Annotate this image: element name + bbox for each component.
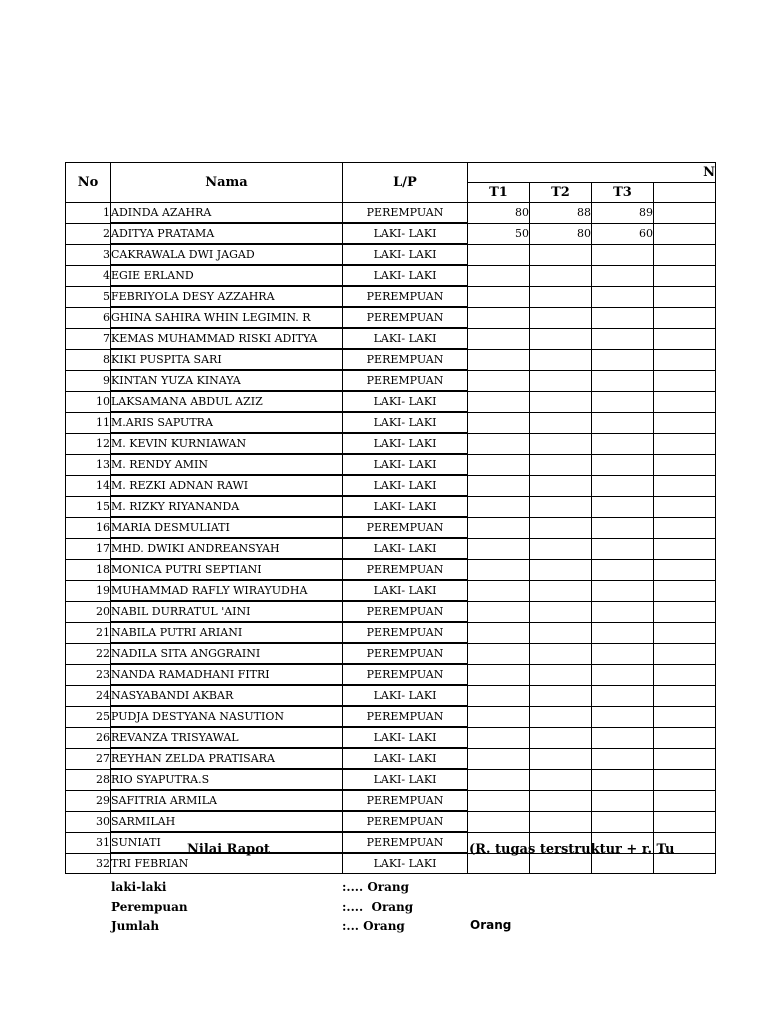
score-t2-cell[interactable] — [530, 496, 592, 517]
score-t1-cell[interactable] — [468, 328, 530, 349]
score-t2-cell[interactable] — [530, 601, 592, 622]
table-row — [66, 349, 716, 370]
gender-cell[interactable]: LAKI- LAKI — [343, 748, 468, 769]
score-t3-cell[interactable] — [592, 349, 654, 370]
student-name-cell[interactable]: RIO SYAPUTRA.S — [111, 769, 343, 790]
row-number-cell[interactable]: 7 — [66, 328, 111, 349]
score-t4-cell[interactable] — [654, 203, 716, 224]
gender-cell[interactable]: PEREMPUAN — [343, 664, 468, 685]
score-t4-cell[interactable] — [654, 391, 716, 412]
score-t1-cell[interactable] — [468, 349, 530, 370]
header-lp: L/P — [343, 163, 468, 203]
row-number-cell[interactable]: 22 — [66, 643, 111, 664]
score-t2-cell[interactable] — [530, 706, 592, 727]
row-number-cell[interactable]: 30 — [66, 811, 111, 832]
gender-cell[interactable]: LAKI- LAKI — [343, 433, 468, 454]
score-t2-cell[interactable] — [530, 307, 592, 328]
score-t1-cell[interactable] — [468, 370, 530, 391]
gender-cell[interactable]: LAKI- LAKI — [343, 538, 468, 559]
summary-laki-label: laki-laki — [111, 880, 167, 894]
score-t3-cell[interactable] — [592, 412, 654, 433]
table-row — [66, 790, 716, 811]
score-t3-cell[interactable] — [592, 286, 654, 307]
score-t4-cell[interactable] — [654, 559, 716, 580]
score-t3-cell[interactable] — [592, 727, 654, 748]
score-t3-cell[interactable] — [592, 643, 654, 664]
score-t3-cell[interactable] — [592, 685, 654, 706]
score-t4-cell[interactable] — [654, 370, 716, 391]
score-t2-cell[interactable] — [530, 454, 592, 475]
gender-cell[interactable]: PEREMPUAN — [343, 349, 468, 370]
score-t4-cell[interactable] — [654, 265, 716, 286]
header-nilai-group: N — [468, 163, 716, 183]
score-t4-cell[interactable] — [654, 244, 716, 265]
nilai-rapot-label: Nilai Rapot — [187, 842, 270, 857]
gender-cell[interactable]: PEREMPUAN — [343, 517, 468, 538]
formula-label: (R. tugas terstruktur + r. Tu — [469, 842, 675, 857]
student-name-cell[interactable]: NADILA SITA ANGGRAINI — [111, 643, 343, 664]
table-row — [66, 706, 716, 727]
score-t1-cell[interactable] — [468, 265, 530, 286]
gender-cell[interactable]: LAKI- LAKI — [343, 727, 468, 748]
table-row — [66, 748, 716, 769]
gender-cell[interactable]: LAKI- LAKI — [343, 412, 468, 433]
table-body — [66, 203, 716, 874]
score-t1-cell[interactable] — [468, 643, 530, 664]
score-t3-cell[interactable] — [592, 370, 654, 391]
student-name-cell[interactable]: M. RENDY AMIN — [111, 454, 343, 475]
student-name-cell[interactable]: KEMAS MUHAMMAD RISKI ADITYA — [111, 328, 343, 349]
score-t1-cell[interactable]: 80 — [468, 203, 530, 224]
summary-jumlah-label: Jumlah — [111, 919, 160, 933]
table-row — [66, 538, 716, 559]
score-t4-cell[interactable] — [654, 622, 716, 643]
gender-cell[interactable]: PEREMPUAN — [343, 370, 468, 391]
student-name-cell[interactable]: SUNIATI — [111, 832, 343, 853]
table-row — [66, 727, 716, 748]
score-t2-cell[interactable] — [530, 580, 592, 601]
student-name-cell[interactable]: REYHAN ZELDA PRATISARA — [111, 748, 343, 769]
row-number-cell[interactable]: 26 — [66, 727, 111, 748]
row-number-cell[interactable]: 16 — [66, 517, 111, 538]
score-t2-cell[interactable] — [530, 244, 592, 265]
score-t2-cell[interactable] — [530, 286, 592, 307]
row-number-cell[interactable]: 6 — [66, 307, 111, 328]
row-number-cell[interactable]: 20 — [66, 601, 111, 622]
student-name-cell[interactable]: SARMILAH — [111, 811, 343, 832]
score-t4-cell[interactable] — [654, 286, 716, 307]
score-t1-cell[interactable] — [468, 286, 530, 307]
table-row — [66, 265, 716, 286]
gender-cell[interactable]: LAKI- LAKI — [343, 391, 468, 412]
score-t1-cell[interactable] — [468, 580, 530, 601]
row-number-cell[interactable]: 5 — [66, 286, 111, 307]
table-row — [66, 433, 716, 454]
score-t1-cell[interactable] — [468, 496, 530, 517]
row-number-cell[interactable]: 15 — [66, 496, 111, 517]
student-name-cell[interactable]: LAKSAMANA ABDUL AZIZ — [111, 391, 343, 412]
student-name-cell[interactable]: SAFITRIA ARMILA — [111, 790, 343, 811]
score-t1-cell[interactable] — [468, 727, 530, 748]
score-t1-cell[interactable] — [468, 685, 530, 706]
header-t3: T3 — [592, 183, 654, 203]
score-t3-cell[interactable] — [592, 706, 654, 727]
score-t4-cell[interactable] — [654, 769, 716, 790]
gender-cell[interactable]: PEREMPUAN — [343, 622, 468, 643]
row-number-cell[interactable]: 18 — [66, 559, 111, 580]
student-name-cell[interactable]: TRI FEBRIAN — [111, 853, 343, 874]
student-name-cell[interactable]: PUDJA DESTYANA NASUTION — [111, 706, 343, 727]
score-t2-cell[interactable] — [530, 643, 592, 664]
header-no: No — [66, 163, 111, 203]
gender-cell[interactable]: LAKI- LAKI — [343, 244, 468, 265]
table-row — [66, 244, 716, 265]
gender-cell[interactable]: PEREMPUAN — [343, 643, 468, 664]
row-number-cell[interactable]: 31 — [66, 832, 111, 853]
table-row — [66, 517, 716, 538]
score-t2-cell[interactable] — [530, 622, 592, 643]
row-number-cell[interactable]: 13 — [66, 454, 111, 475]
gender-cell[interactable]: LAKI- LAKI — [343, 475, 468, 496]
score-t4-cell[interactable] — [654, 412, 716, 433]
student-name-cell[interactable]: KINTAN YUZA KINAYA — [111, 370, 343, 391]
gender-cell[interactable]: LAKI- LAKI — [343, 685, 468, 706]
score-t4-cell[interactable] — [654, 454, 716, 475]
gender-cell[interactable]: LAKI- LAKI — [343, 580, 468, 601]
table-row — [66, 307, 716, 328]
row-number-cell[interactable]: 1 — [66, 203, 111, 224]
row-number-cell[interactable]: 4 — [66, 265, 111, 286]
row-number-cell[interactable]: 2 — [66, 223, 111, 244]
score-t2-cell[interactable] — [530, 265, 592, 286]
table-row — [66, 685, 716, 706]
score-t2-cell[interactable] — [530, 391, 592, 412]
score-t1-cell[interactable] — [468, 433, 530, 454]
score-t4-cell[interactable] — [654, 685, 716, 706]
score-t1-cell[interactable] — [468, 769, 530, 790]
score-t3-cell[interactable] — [592, 517, 654, 538]
row-number-cell[interactable]: 14 — [66, 475, 111, 496]
score-t1-cell[interactable] — [468, 475, 530, 496]
score-t1-cell[interactable] — [468, 748, 530, 769]
score-t1-cell[interactable] — [468, 244, 530, 265]
table-row — [66, 370, 716, 391]
score-t2-cell[interactable] — [530, 769, 592, 790]
row-number-cell[interactable]: 12 — [66, 433, 111, 454]
score-t2-cell[interactable] — [530, 517, 592, 538]
score-t1-cell[interactable] — [468, 559, 530, 580]
score-t3-cell[interactable] — [592, 307, 654, 328]
header-t4 — [654, 183, 716, 203]
student-name-cell[interactable]: NASYABANDI AKBAR — [111, 685, 343, 706]
table-row — [66, 391, 716, 412]
score-t4-cell[interactable] — [654, 580, 716, 601]
table-row — [66, 622, 716, 643]
gender-cell[interactable]: PEREMPUAN — [343, 601, 468, 622]
score-t1-cell[interactable] — [468, 622, 530, 643]
student-name-cell[interactable]: MUHAMMAD RAFLY WIRAYUDHA — [111, 580, 343, 601]
table-row — [66, 475, 716, 496]
score-t4-cell[interactable] — [654, 475, 716, 496]
row-number-cell[interactable]: 29 — [66, 790, 111, 811]
table-row — [66, 328, 716, 349]
table-row — [66, 203, 716, 224]
score-t2-cell[interactable] — [530, 685, 592, 706]
score-t4-cell[interactable] — [654, 349, 716, 370]
score-t1-cell[interactable] — [468, 412, 530, 433]
table-row — [66, 454, 716, 475]
score-t4-cell[interactable] — [654, 601, 716, 622]
row-number-cell[interactable]: 10 — [66, 391, 111, 412]
score-t1-cell[interactable] — [468, 601, 530, 622]
score-t4-cell[interactable] — [654, 664, 716, 685]
header-nama: Nama — [111, 163, 343, 203]
score-t3-cell[interactable]: 89 — [592, 203, 654, 224]
score-t3-cell[interactable] — [592, 475, 654, 496]
score-t2-cell[interactable] — [530, 790, 592, 811]
score-t2-cell[interactable] — [530, 727, 592, 748]
gender-cell[interactable]: LAKI- LAKI — [343, 223, 468, 244]
gender-cell[interactable]: PEREMPUAN — [343, 811, 468, 832]
student-name-cell[interactable]: EGIE ERLAND — [111, 265, 343, 286]
table-row — [66, 559, 716, 580]
gender-cell[interactable]: PEREMPUAN — [343, 790, 468, 811]
score-t1-cell[interactable] — [468, 790, 530, 811]
row-number-cell[interactable]: 8 — [66, 349, 111, 370]
student-name-cell[interactable]: NANDA RAMADHANI FITRI — [111, 664, 343, 685]
score-t1-cell[interactable] — [468, 706, 530, 727]
score-t4-cell[interactable] — [654, 433, 716, 454]
score-t2-cell[interactable] — [530, 412, 592, 433]
student-name-cell[interactable]: MARIA DESMULIATI — [111, 517, 343, 538]
row-number-cell[interactable]: 11 — [66, 412, 111, 433]
score-t2-cell[interactable]: 80 — [530, 223, 592, 244]
table-row — [66, 286, 716, 307]
score-t4-cell[interactable] — [654, 706, 716, 727]
score-t2-cell[interactable]: 88 — [530, 203, 592, 224]
score-t4-cell[interactable] — [654, 223, 716, 244]
table-row — [66, 580, 716, 601]
row-number-cell[interactable]: 3 — [66, 244, 111, 265]
row-number-cell[interactable]: 21 — [66, 622, 111, 643]
score-t4-cell[interactable] — [654, 811, 716, 832]
table-row — [66, 643, 716, 664]
gender-cell[interactable]: PEREMPUAN — [343, 307, 468, 328]
score-t1-cell[interactable] — [468, 664, 530, 685]
score-t1-cell[interactable] — [468, 517, 530, 538]
row-number-cell[interactable]: 19 — [66, 580, 111, 601]
student-name-cell[interactable]: REVANZA TRISYAWAL — [111, 727, 343, 748]
score-t4-cell[interactable] — [654, 328, 716, 349]
student-name-cell[interactable]: M. RIZKY RIYANANDA — [111, 496, 343, 517]
score-t3-cell[interactable] — [592, 538, 654, 559]
score-t2-cell[interactable] — [530, 559, 592, 580]
student-name-cell[interactable]: M.ARIS SAPUTRA — [111, 412, 343, 433]
gender-cell[interactable]: LAKI- LAKI — [343, 769, 468, 790]
gender-cell[interactable]: LAKI- LAKI — [343, 496, 468, 517]
row-number-cell[interactable]: 23 — [66, 664, 111, 685]
score-t3-cell[interactable] — [592, 391, 654, 412]
score-t3-cell[interactable] — [592, 328, 654, 349]
score-t2-cell[interactable] — [530, 433, 592, 454]
gender-cell[interactable]: PEREMPUAN — [343, 559, 468, 580]
student-name-cell[interactable]: FEBRIYOLA DESY AZZAHRA — [111, 286, 343, 307]
score-t2-cell[interactable] — [530, 349, 592, 370]
row-number-cell[interactable]: 27 — [66, 748, 111, 769]
student-name-cell[interactable]: MHD. DWIKI ANDREANSYAH — [111, 538, 343, 559]
student-name-cell[interactable]: ADITYA PRATAMA — [111, 223, 343, 244]
score-t1-cell[interactable] — [468, 538, 530, 559]
student-name-cell[interactable]: CAKRAWALA DWI JAGAD — [111, 244, 343, 265]
score-t1-cell[interactable] — [468, 811, 530, 832]
score-t3-cell[interactable]: 60 — [592, 223, 654, 244]
row-number-cell[interactable]: 28 — [66, 769, 111, 790]
table-row — [66, 223, 716, 244]
student-name-cell[interactable]: M. KEVIN KURNIAWAN — [111, 433, 343, 454]
score-t3-cell[interactable] — [592, 601, 654, 622]
score-t4-cell[interactable] — [654, 643, 716, 664]
score-t2-cell[interactable] — [530, 664, 592, 685]
student-name-cell[interactable]: NABILA PUTRI ARIANI — [111, 622, 343, 643]
table-row — [66, 769, 716, 790]
score-t1-cell[interactable]: 50 — [468, 223, 530, 244]
score-t3-cell[interactable] — [592, 496, 654, 517]
score-t3-cell[interactable] — [592, 580, 654, 601]
student-grade-table — [65, 162, 716, 874]
score-t3-cell[interactable] — [592, 265, 654, 286]
score-t1-cell[interactable] — [468, 454, 530, 475]
score-t4-cell[interactable] — [654, 538, 716, 559]
score-t3-cell[interactable] — [592, 622, 654, 643]
gender-cell[interactable]: LAKI- LAKI — [343, 265, 468, 286]
score-t4-cell[interactable] — [654, 496, 716, 517]
row-number-cell[interactable]: 32 — [66, 853, 111, 874]
table-row — [66, 496, 716, 517]
row-number-cell[interactable]: 24 — [66, 685, 111, 706]
summary-laki-value: :.... Orang — [342, 880, 409, 894]
gender-cell[interactable]: PEREMPUAN — [343, 832, 468, 853]
summary-perempuan-label: Perempuan — [111, 900, 188, 914]
table-row — [66, 412, 716, 433]
summary-jumlah-extra: Orang — [470, 918, 512, 932]
gender-cell[interactable]: PEREMPUAN — [343, 286, 468, 307]
score-t3-cell[interactable] — [592, 454, 654, 475]
score-t3-cell[interactable] — [592, 433, 654, 454]
header-t2: T2 — [530, 183, 592, 203]
score-t3-cell[interactable] — [592, 790, 654, 811]
score-t3-cell[interactable] — [592, 244, 654, 265]
student-name-cell[interactable]: KIKI PUSPITA SARI — [111, 349, 343, 370]
row-number-cell[interactable]: 25 — [66, 706, 111, 727]
header-t1: T1 — [468, 183, 530, 203]
summary-perempuan-value: :.... Orang — [342, 900, 414, 914]
table-row — [66, 811, 716, 832]
student-name-cell[interactable]: NABIL DURRATUL 'AINI — [111, 601, 343, 622]
score-t4-cell[interactable] — [654, 517, 716, 538]
student-name-cell[interactable]: ADINDA AZAHRA — [111, 203, 343, 224]
score-t3-cell[interactable] — [592, 748, 654, 769]
student-name-cell[interactable]: M. REZKI ADNAN RAWI — [111, 475, 343, 496]
score-t3-cell[interactable] — [592, 559, 654, 580]
score-t2-cell[interactable] — [530, 811, 592, 832]
score-t2-cell[interactable] — [530, 370, 592, 391]
score-t3-cell[interactable] — [592, 664, 654, 685]
score-t4-cell[interactable] — [654, 790, 716, 811]
score-t3-cell[interactable] — [592, 811, 654, 832]
score-t4-cell[interactable] — [654, 727, 716, 748]
score-t2-cell[interactable] — [530, 538, 592, 559]
row-number-cell[interactable]: 17 — [66, 538, 111, 559]
summary-jumlah-value: :... Orang — [342, 919, 405, 933]
score-t3-cell[interactable] — [592, 769, 654, 790]
gender-cell[interactable]: PEREMPUAN — [343, 706, 468, 727]
score-t2-cell[interactable] — [530, 748, 592, 769]
table-row — [66, 664, 716, 685]
student-name-cell[interactable]: GHINA SAHIRA WHIN LEGIMIN. R — [111, 307, 343, 328]
gender-cell[interactable]: LAKI- LAKI — [343, 853, 468, 874]
table-row — [66, 601, 716, 622]
student-name-cell[interactable]: MONICA PUTRI SEPTIANI — [111, 559, 343, 580]
gender-cell[interactable]: PEREMPUAN — [343, 203, 468, 224]
score-t4-cell[interactable] — [654, 748, 716, 769]
gender-cell[interactable]: LAKI- LAKI — [343, 328, 468, 349]
row-number-cell[interactable]: 9 — [66, 370, 111, 391]
score-t2-cell[interactable] — [530, 475, 592, 496]
gender-cell[interactable]: LAKI- LAKI — [343, 454, 468, 475]
score-t2-cell[interactable] — [530, 328, 592, 349]
score-t1-cell[interactable] — [468, 307, 530, 328]
score-t4-cell[interactable] — [654, 307, 716, 328]
score-t1-cell[interactable] — [468, 391, 530, 412]
